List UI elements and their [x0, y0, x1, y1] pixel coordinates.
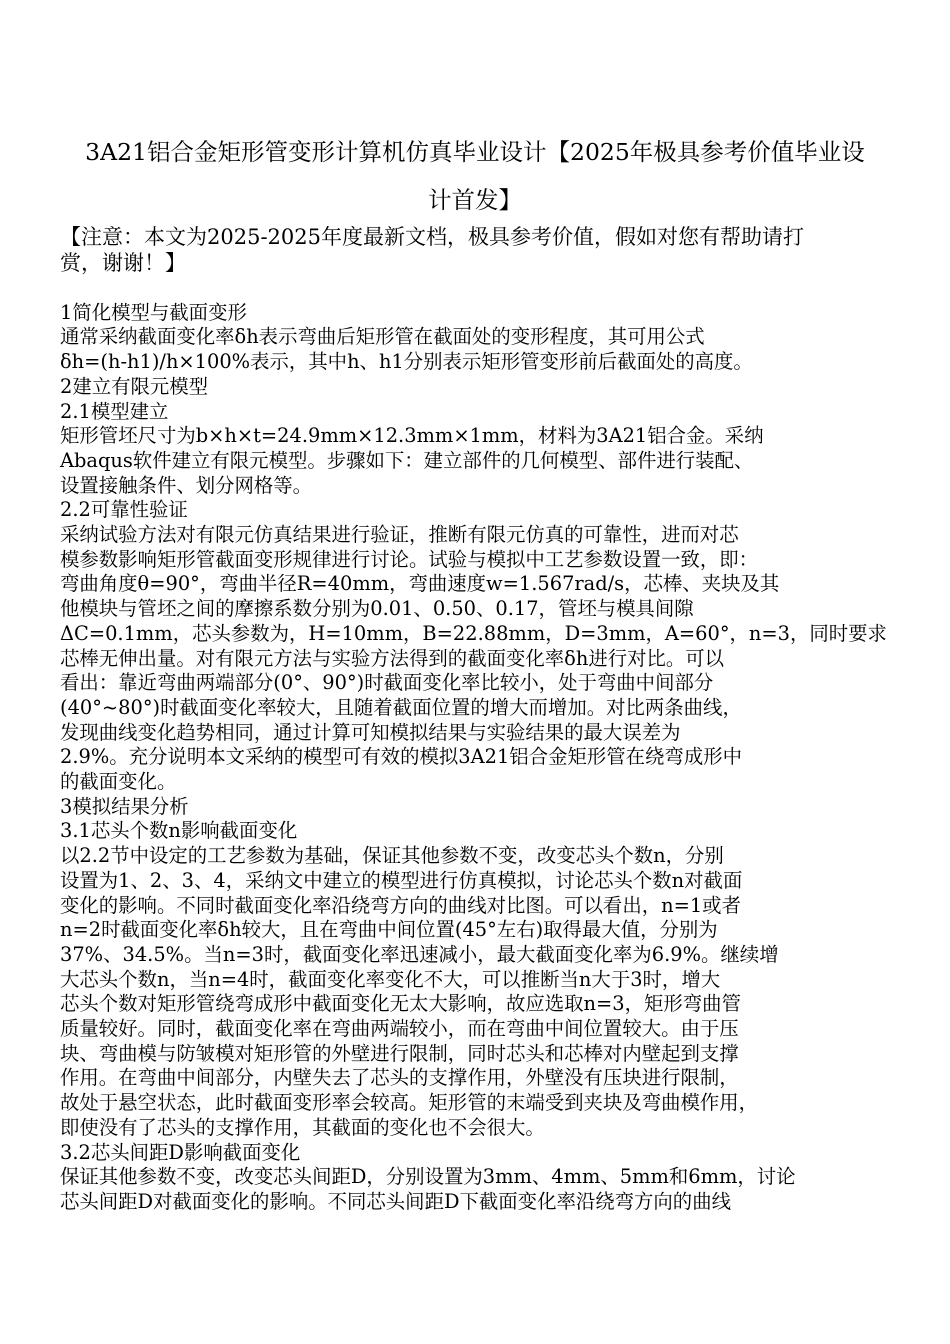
body-text-line: 芯棒无伸出量。对有限元方法与实验方法得到的截面变化率δh进行对比。可以	[60, 646, 725, 670]
body-text-line: 37%、34.5%。当n=3时，截面变化率迅速减小，最大截面变化率为6.9%。继续增	[60, 942, 779, 966]
body-text-line: 芯头个数对矩形管绕弯成形中截面变化无太大影响，故应选取n=3，矩形弯曲管	[60, 992, 741, 1016]
body-text-line: 设置接触条件、划分网格等。	[60, 473, 313, 497]
body-text-line: 块、弯曲模与防皱模对矩形管的外壁进行限制，同时芯头和芯棒对内壁起到支撑	[60, 1041, 739, 1065]
blank-spacer	[60, 276, 912, 301]
document-body	[60, 224, 912, 1215]
body-text-line: 他模块与管坯之间的摩擦系数分别为0.01、0.50、0.17，管坯与模具间隙	[60, 597, 694, 621]
title-line-2: 计首发】	[428, 186, 522, 214]
note-line-1: 【注意：本文为2025-2025年度最新文档，极具参考价值，假如对您有帮助请打	[60, 225, 804, 249]
body-text-line: 矩形管坯尺寸为b×h×t=24.9mm×12.3mm×1mm，材料为3A21铝合金。采纳	[60, 424, 764, 448]
section-heading: 3模拟结果分析	[60, 794, 189, 818]
body-text-line: 芯头间距D对截面变化的影响。不同芯头间距D下截面变化率沿绕弯方向的曲线	[60, 1190, 731, 1213]
section-heading: 3.1芯头个数n影响截面变化	[60, 819, 298, 843]
body-text-line: 采纳试验方法对有限元仿真结果进行验证，推断有限元仿真的可靠性，进而对芯	[60, 523, 739, 547]
body-text-line: 以2.2节中设定的工艺参数为基础，保证其他参数不变，改变芯头个数n，分别	[60, 844, 724, 868]
body-text-line: 质量较好。同时，截面变化率在弯曲两端较小，而在弯曲中间位置较大。由于压	[60, 1017, 739, 1041]
body-text-line: 弯曲角度θ=90°，弯曲半径R=40mm，弯曲速度w=1.567rad/s，芯棒、夹块及其	[60, 572, 780, 596]
body-text-line: 设置为1、2、3、4，采纳文中建立的模型进行仿真模拟，讨论芯头个数n对截面	[60, 868, 743, 892]
section-heading: 2.1模型建立	[60, 399, 169, 423]
body-text-line: 故处于悬空状态，此时截面变形率会较高。矩形管的末端受到夹块及弯曲模作用，	[60, 1091, 759, 1115]
body-text-line: n=2时截面变化率δh较大，且在弯曲中间位置(45°左右)取得最大值，分别为	[60, 918, 718, 942]
body-text-line: 模参数影响矩形管截面变形规律进行讨论。试验与模拟中工艺参数设置一致，即：	[60, 547, 759, 571]
body-text-line: (40°~80°)时截面变化率较大，且随着截面位置的增大而增加。对比两条曲线，	[60, 695, 742, 719]
section-heading: 2建立有限元模型	[60, 374, 209, 398]
body-text-line: 保证其他参数不变，改变芯头间距D，分别设置为3mm、4mm、5mm和6mm，讨论	[60, 1165, 796, 1189]
note-line-2: 赏，谢谢！】	[60, 251, 186, 275]
body-text-line: δh=(h-h1)/h×100%表示，其中h、h1分别表示矩形管变形前后截面处的高度。	[60, 350, 753, 374]
section-heading: 2.2可靠性验证	[60, 498, 188, 522]
body-text-line: Abaqus软件建立有限元模型。步骤如下：建立部件的几何模型、部件进行装配、	[60, 448, 754, 472]
body-paragraphs	[60, 301, 912, 1215]
body-text-line: 发现曲线变化趋势相同，通过计算可知模拟结果与实验结果的最大误差为	[60, 720, 681, 744]
title-line-1: 3A21铝合金矩形管变形计算机仿真毕业设计【2025年极具参考价值毕业设	[85, 138, 865, 166]
section-heading: 1简化模型与截面变形	[60, 300, 247, 324]
body-text-line: 即使没有了芯头的支撑作用，其截面的变化也不会很大。	[60, 1115, 545, 1139]
body-text-line: 变化的影响。不同时截面变化率沿绕弯方向的曲线对比图。可以看出，n=1或者	[60, 893, 741, 917]
section-heading: 3.2芯头间距D影响截面变化	[60, 1140, 301, 1164]
document-title	[40, 128, 910, 224]
body-text-line: 2.9%。充分说明本文采纳的模型可有效的模拟3A21铝合金矩形管在绕弯成形中	[60, 745, 742, 769]
body-text-line: 通常采纳截面变化率δh表示弯曲后矩形管在截面处的变形程度，其可用公式	[60, 325, 705, 349]
body-text-line: 作用。在弯曲中间部分，内壁失去了芯头的支撑作用，外壁没有压块进行限制，	[60, 1066, 739, 1090]
body-text-line: ΔC=0.1mm，芯头参数为，H=10mm，B=22.88mm，D=3mm，A=60°，n=3，同时要求	[60, 621, 887, 645]
body-text-line: 大芯头个数n，当n=4时，截面变化率变化不大，可以推断当n大于3时，增大	[60, 967, 721, 991]
body-text-line: 看出：靠近弯曲两端部分(0°、90°)时截面变化率比较小，处于弯曲中间部分	[60, 671, 714, 695]
body-text-line: 的截面变化。	[60, 770, 177, 794]
